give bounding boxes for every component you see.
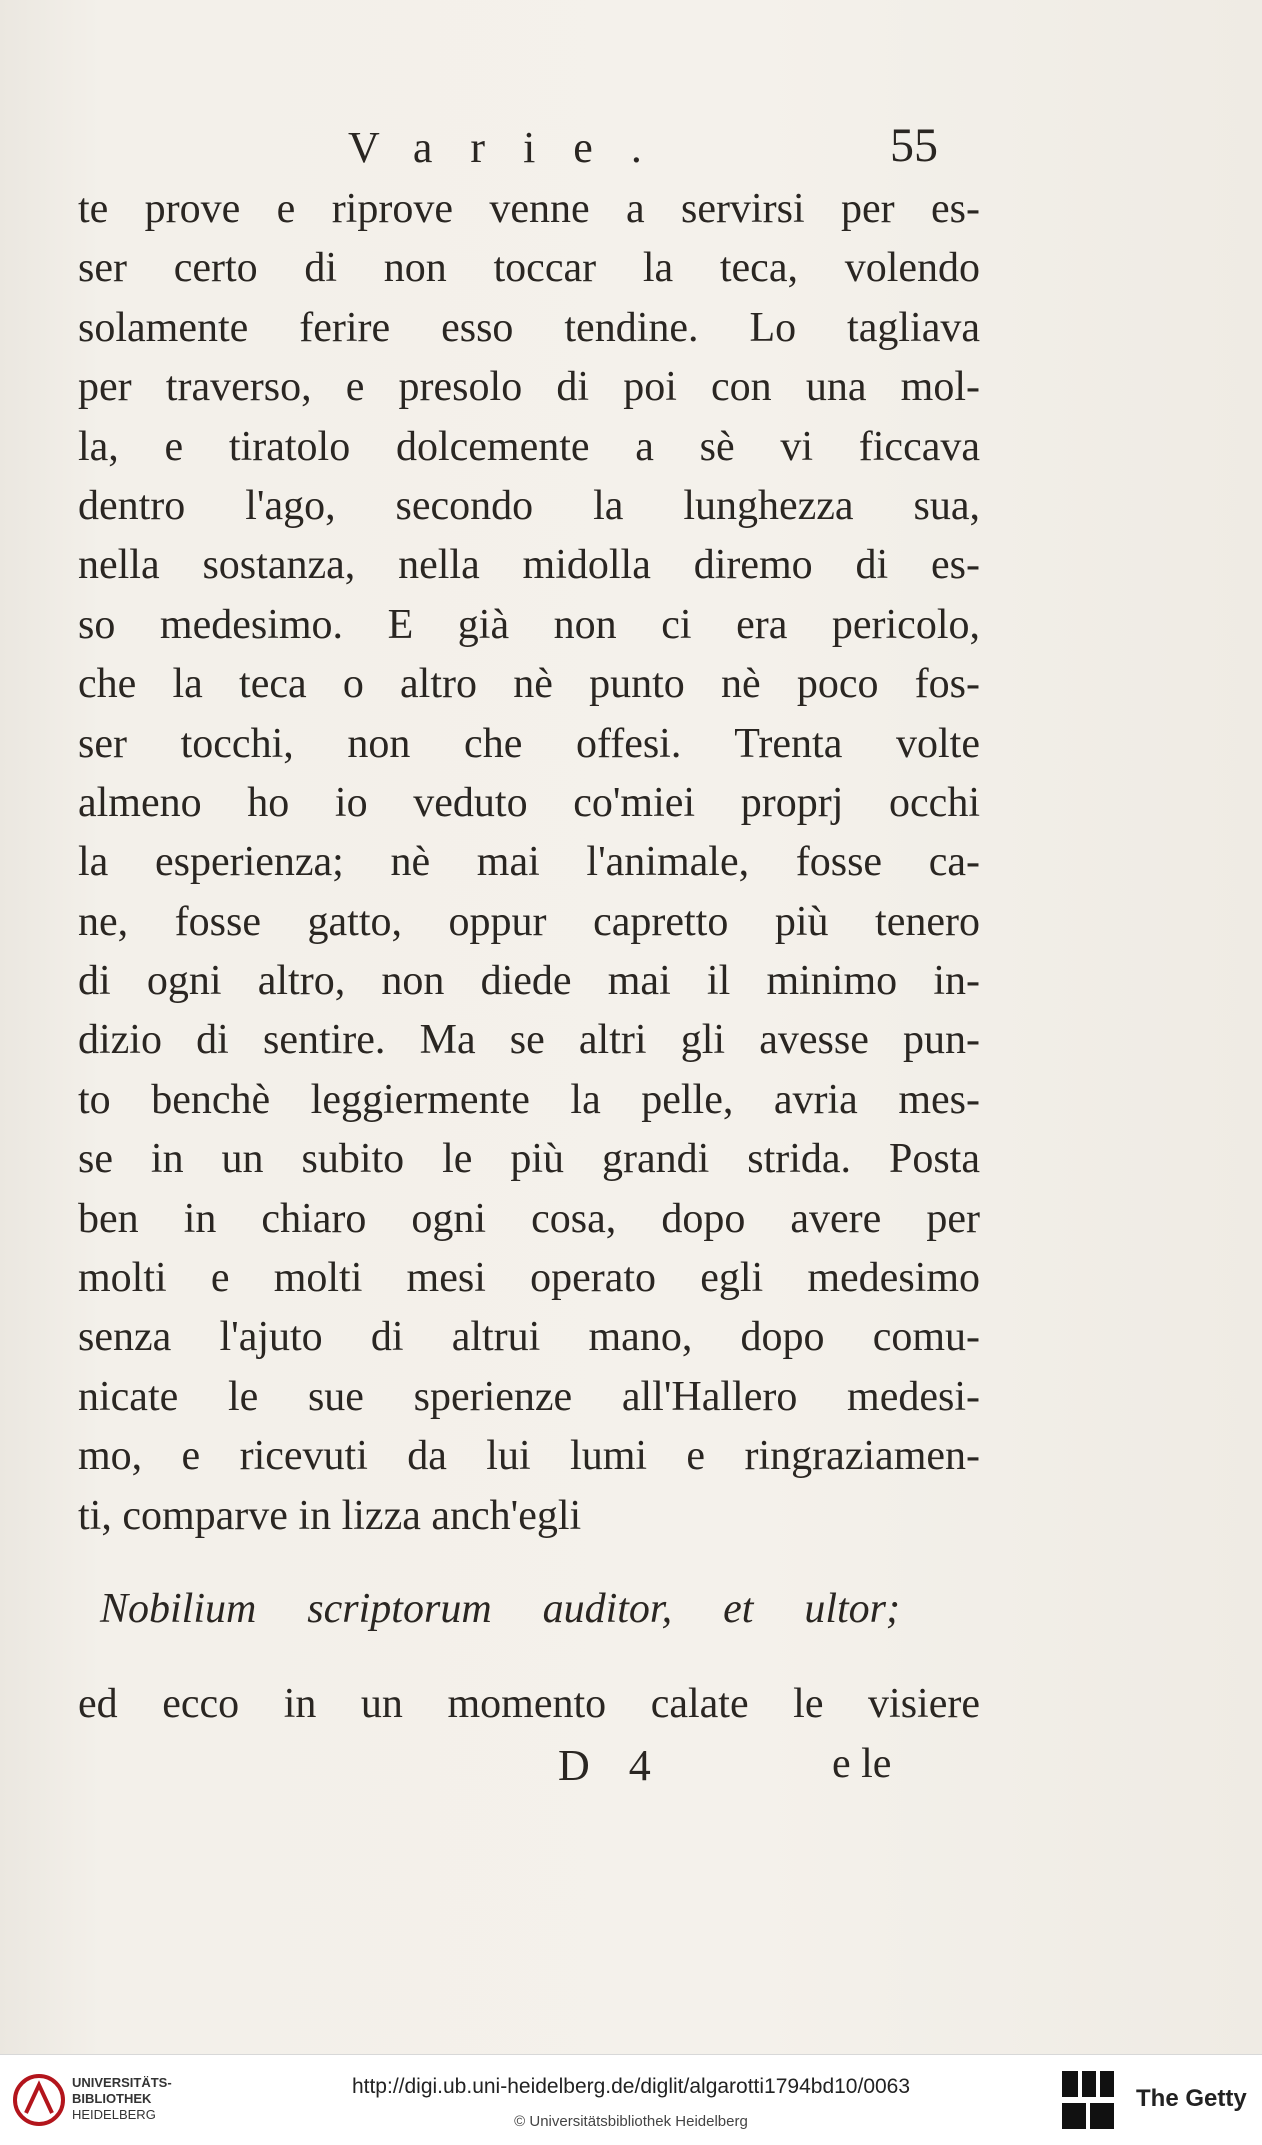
text-line: senza l'ajuto di altrui mano, dopo comu- [78,1314,980,1361]
library-name-line: UNIVERSITÄTS- [72,2075,172,2090]
getty-logo-icon [1060,2069,1116,2131]
library-name-line: BIBLIOTHEK [72,2091,152,2106]
text-line: per traverso, e presolo di poi con una mol- [78,364,980,411]
text-line: so medesimo. E già non ci era pericolo, [78,601,980,648]
text-line: molti e molti mesi operato egli medesimo [78,1255,980,1302]
text-line: dizio di sentire. Ma se altri gli avesse pun- [78,1017,980,1064]
text-line: mo, e ricevuti da lui lumi e ringraziamen- [78,1433,980,1480]
text-line: ben in chiaro ogni cosa, dopo avere per [78,1195,980,1242]
page-number: 55 [890,119,938,172]
copyright-notice: © Universitätsbibliothek Heidelberg [514,2113,748,2130]
text-line: to benchè leggiermente la pelle, avria mes- [78,1076,980,1123]
text-line: di ogni altro, non diede mai il minimo in- [78,958,980,1005]
text-line: nicate le sue sperienze all'Hallero medesi- [78,1373,980,1420]
running-head [0,118,1262,188]
text-line: che la teca o altro nè punto nè poco fos- [78,661,980,708]
text-line: la, e tiratolo dolcemente a sè vi ficcava [78,423,980,470]
text-line: almeno ho io veduto co'miei proprj occhi [78,779,980,826]
text-line: ti, comparve in lizza anch'egli [78,1492,582,1539]
text-line: ne, fosse gatto, oppur capretto più tenero [78,898,980,945]
text-line: te prove e riprove venne a servirsi per es- [78,186,980,232]
footer-bar [0,2054,1262,2145]
permalink-url[interactable]: http://digi.ub.uni-heidelberg.de/diglit/algarotti1794bd10/0063 [351,2075,911,2098]
continuation-line: ed ecco in un momento calate le visiere [78,1681,980,1727]
text-line: ser certo di non toccar la teca, volendo [78,245,980,292]
text-line: solamente ferire esso tendine. Lo tagliava [78,304,980,351]
catchword: e le [832,1741,892,1787]
text-line: dentro l'ago, secondo la lunghezza sua, [78,482,980,529]
text-line: nella sostanza, nella midolla diremo di es- [78,542,980,589]
signature-mark: D 4 [558,1741,665,1790]
latin-quote: Nobilium scriptorum auditor, et ultor; [100,1586,900,1632]
partner-name: The Getty [1136,2085,1247,2112]
running-title: Varie. [348,123,680,172]
text-line: ser tocchi, non che offesi. Trenta volte [78,720,980,767]
body-text [78,180,980,1546]
text-line: la esperienza; nè mai l'animale, fosse ca- [78,839,980,886]
text-line: se in un subito le più grandi strida. Posta [78,1136,980,1183]
library-name-line: HEIDELBERG [72,2107,156,2122]
